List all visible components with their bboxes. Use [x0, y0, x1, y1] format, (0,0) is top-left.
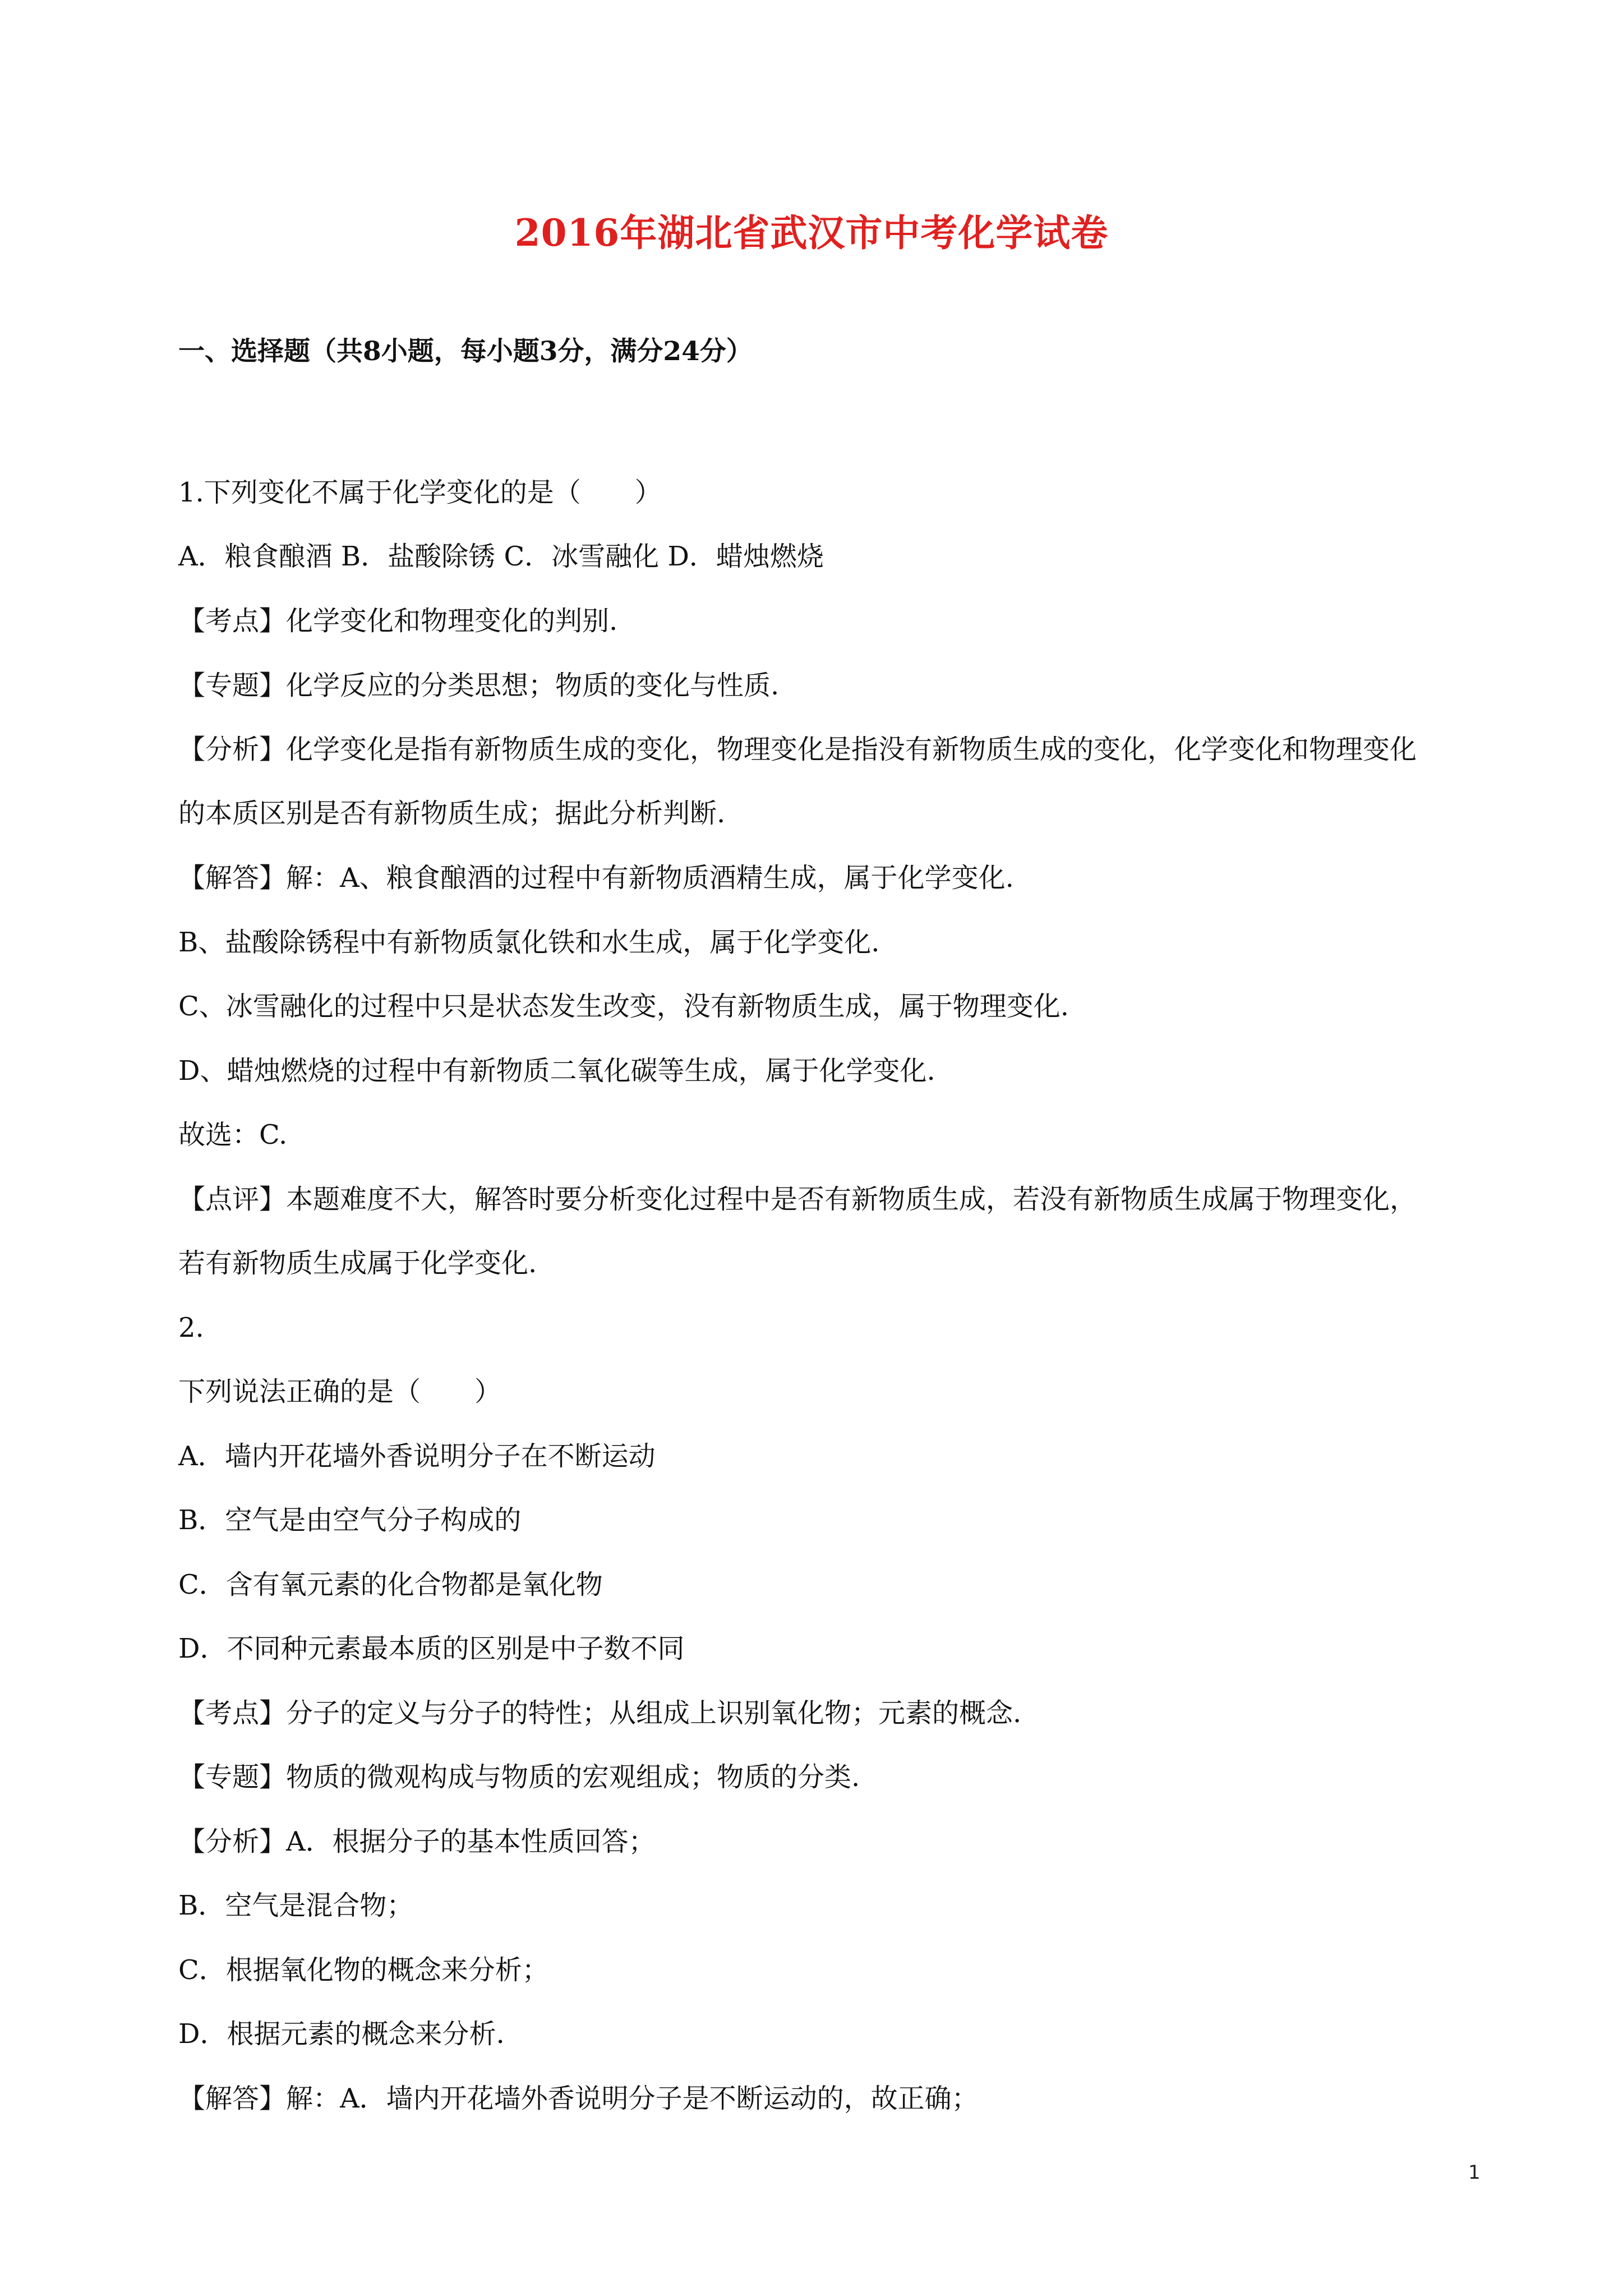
page-number: 1	[1468, 2161, 1481, 2184]
question-2-analysis-b: B．空气是混合物；	[178, 1890, 414, 1921]
question-2-number: 2.	[178, 1312, 204, 1343]
question-2-topic: 【考点】分子的定义与分子的特性；从组成上识别氧化物；元素的概念.	[178, 1697, 1022, 1729]
question-1-options: A．粮食酿酒 B．盐酸除锈 C．冰雪融化 D．蜡烛燃烧	[178, 541, 824, 572]
question-1-topic: 【考点】化学变化和物理变化的判别.	[178, 605, 618, 637]
question-1-answer-c: C、冰雪融化的过程中只是状态发生改变，没有新物质生成，属于物理变化.	[178, 991, 1069, 1022]
question-2-option-d: D．不同种元素最本质的区别是中子数不同	[178, 1633, 685, 1664]
question-1-analysis-continued: 的本质区别是否有新物质生成；据此分析判断.	[178, 798, 726, 829]
question-1-answer: 【解答】解：A、粮食酿酒的过程中有新物质酒精生成，属于化学变化.	[178, 862, 1014, 894]
question-1-analysis: 【分析】化学变化是指有新物质生成的变化，物理变化是指没有新物质生成的变化，化学变化和物理变化	[178, 734, 1417, 765]
exam-title: 2016年湖北省武汉市中考化学试卷	[514, 211, 1109, 255]
question-2-option-a: A．墙内开花墙外香说明分子在不断运动	[178, 1441, 656, 1472]
question-2-analysis-d: D．根据元素的概念来分析.	[178, 2018, 505, 2050]
question-1-answer-b: B、盐酸除锈程中有新物质氯化铁和水生成，属于化学变化.	[178, 927, 880, 958]
question-2-option-b: B．空气是由空气分子构成的	[178, 1504, 522, 1536]
question-2-option-c: C．含有氧元素的化合物都是氧化物	[178, 1569, 603, 1600]
question-1-comment-continued: 若有新物质生成属于化学变化.	[178, 1248, 537, 1279]
question-1-stem: 1.下列变化不属于化学变化的是（ ）	[178, 477, 662, 508]
question-2-answer: 【解答】解：A．墙内开花墙外香说明分子是不断运动的，故正确；	[178, 2083, 979, 2114]
section-heading: 一、选择题（共8小题，每小题3分，满分24分）	[178, 336, 753, 367]
question-2-category: 【专题】物质的微观构成与物质的宏观组成；物质的分类.	[178, 1761, 860, 1793]
question-2-analysis-c: C．根据氧化物的概念来分析；	[178, 1954, 549, 1986]
question-2-analysis-a: 【分析】A．根据分子的基本性质回答；	[178, 1826, 656, 1857]
question-1-choice: 故选：C.	[178, 1119, 288, 1151]
question-2-stem: 下列说法正确的是（ ）	[178, 1376, 502, 1407]
question-1-comment: 【点评】本题难度不大，解答时要分析变化过程中是否有新物质生成，若没有新物质生成属于物理变化，	[178, 1184, 1417, 1215]
question-1-category: 【专题】化学反应的分类思想；物质的变化与性质.	[178, 670, 780, 701]
question-1-answer-d: D、蜡烛燃烧的过程中有新物质二氧化碳等生成，属于化学变化.	[178, 1055, 935, 1087]
